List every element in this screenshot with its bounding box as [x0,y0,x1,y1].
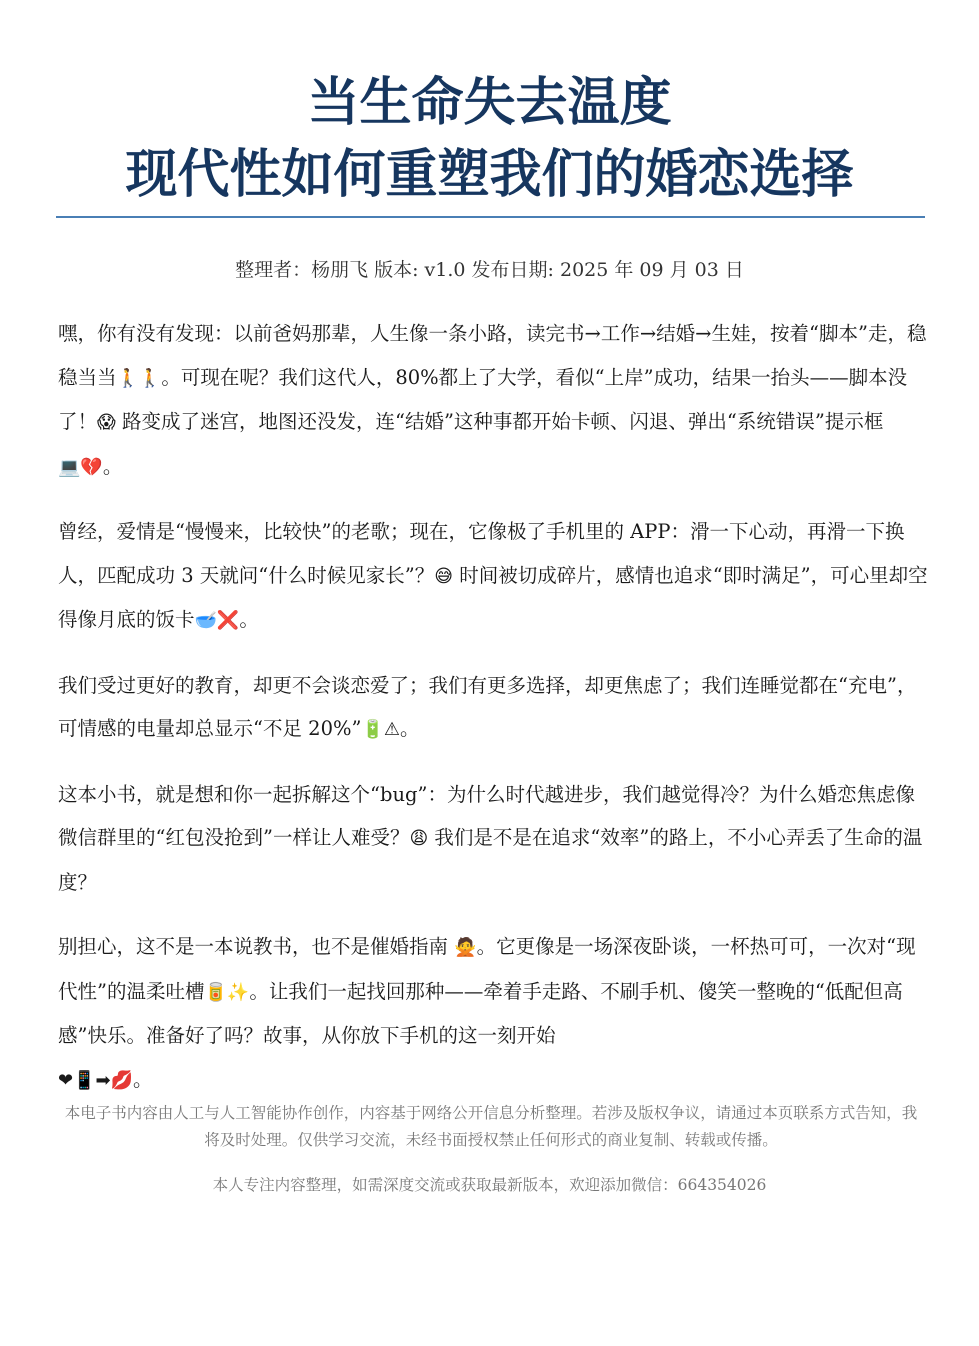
paragraph-text: 时间被切成碎片，感情也追求“即时满足”，可心里却空得像月底的饭卡 [58,563,928,631]
paragraph-2 [58,510,928,643]
document-meta: 整理者：杨朋飞 版本: v1.0 发布日期: 2025 年 09 月 03 日 [235,259,744,281]
paragraph-text: 我们是不是在追求“效率”的路上，不小心弄丢了生命的温度？ [58,826,923,894]
paragraph-text: 。 [400,717,420,740]
paragraph-text: 。让我们一起找回那种——牵着手走路、不刷手机、傻笑一整晚的“低配但高感”快乐。准备好了吗？故事，从你放下手机的这一刻开始 [58,979,903,1047]
document-title-line2: 现代性如何重塑我们的婚恋选择 [125,145,854,205]
bowl-cross-icon: 🥣❌ [194,610,240,631]
paragraph-text: 。可现在呢？我们这代人，80%都上了大学，看似“上岸”成功，结果一抬头——脚本没了！ [58,365,908,433]
copyright-disclaimer: 本电子书内容由人工与人工智能协作创作，内容基于网络公开信息分析整理。若涉及版权争议，请通过本页联系方式告知，我将及时处理。仅供学习交流，未经书面授权禁止任何形式的商业复制、转载或传播。 [64,1104,918,1149]
paragraph-text: 别担心，这不是一本说教书，也不是催婚指南 [58,935,455,958]
screaming-face-icon: 😱 [97,412,116,433]
paragraph-text: 嘿，你有没有发现：以前爸妈那辈，人生像一条小路，读完书→工作→结婚→生娃，按着“脚本”走，稳稳当当 [58,322,927,389]
paragraph-4 [58,773,928,905]
battery-warning-icon: 🔋⚠ [361,719,401,740]
paragraph-text: 。 [239,608,259,631]
document-title-line1: 当生命失去温度 [307,73,672,133]
paragraph-text: 。 [133,1067,153,1091]
paragraph-text: 路变成了迷宫，地图还没发，连“结婚”这种事都开始卡顿、闪退、弹出“系统错误”提示框 [115,410,884,433]
sweat-smile-icon: 😅 [434,565,454,587]
paragraph-text: 。它更像是一场深夜卧谈，一杯热可可，一次对“现代性”的温柔吐槽 [58,935,916,1003]
heart-phone-arrow-kiss-icon: ❤📱➡💋 [58,1069,133,1091]
paragraph-text: 。 [102,454,123,478]
can-sparkles-icon: 🥫✨ [204,981,250,1003]
walking-people-icon: 🚶🚶 [116,367,162,389]
paragraph-text: 曾经，爱情是“慢慢来，比较快”的老歌；现在，它像极了手机里的 APP：滑一下心动，再滑一下换人，匹配成功 3 天就问“什么时候见家长”？ [58,520,905,587]
contact-note: 本人专注内容整理，如需深度交流或获取最新版本，欢迎添加微信：664354026 [212,1176,767,1194]
paragraph-5 [58,925,928,1102]
document-body [58,312,928,1123]
laptop-broken-heart-icon: 💻💔 [58,456,103,478]
person-gesturing-no-icon: 🙅 [454,937,477,958]
paragraph-1 [58,312,928,489]
paragraph-text: 这本小书，就是想和你一起拆解这个“bug”：为什么时代越进步，我们越觉得冷？为什么婚恋焦虑像微信群里的“红包没抢到”一样让人难受？ [58,782,915,849]
paragraph-3 [58,664,928,752]
weary-face-icon: 😩 [409,828,429,849]
paragraph-text: 我们受过更好的教育，却更不会谈恋爱了；我们有更多选择，却更焦虑了；我们连睡觉都在“充电”，可情感的电量却总显示“不足 20%” [58,673,917,740]
title-divider [56,216,925,218]
